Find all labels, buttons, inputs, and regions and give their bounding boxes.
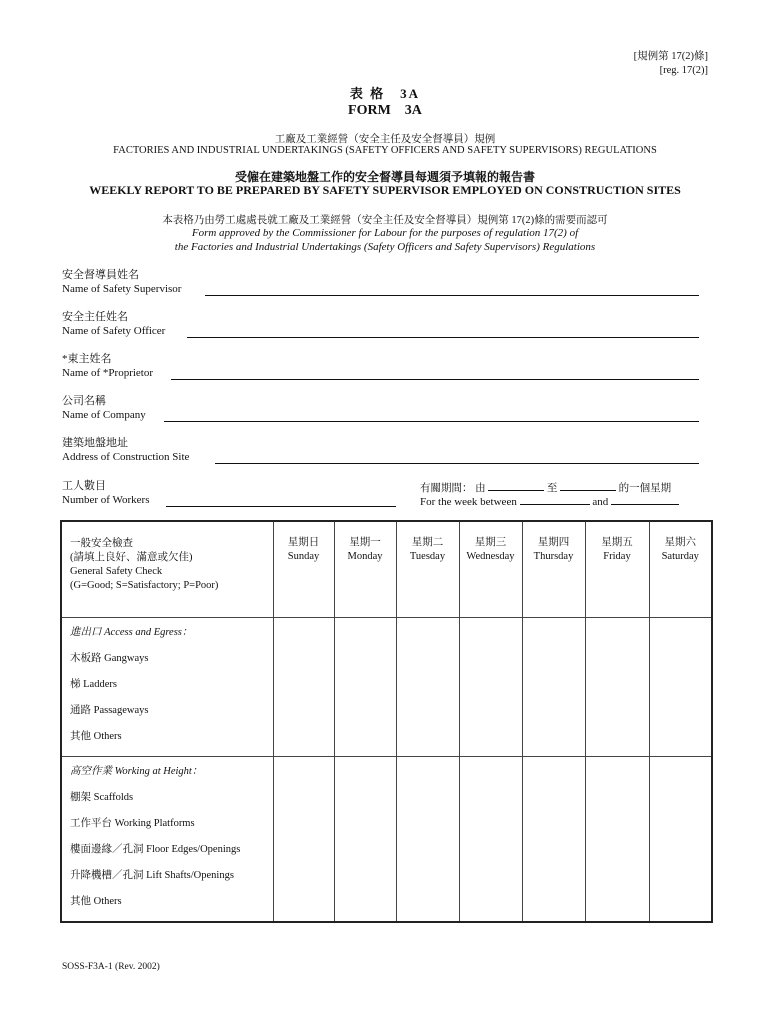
check-header-zh-2: (請填上良好、滿意或欠佳) (70, 552, 193, 563)
company-input-line[interactable] (164, 421, 699, 422)
check-cell[interactable] (649, 757, 712, 923)
approval-text-en-2: the Factories and Industrial Undertakings (Safety Officers and Safety Supervisors) Regulations (174, 241, 596, 253)
section-title: 高空作業 Working at Height： (70, 766, 203, 777)
check-cell[interactable] (459, 618, 522, 757)
week-mid-en: and (592, 496, 609, 508)
day-en: Tuesday (409, 551, 446, 562)
regulation-reference-zh: [規例第 17(2)條] (633, 51, 708, 62)
form-title-en: FORM 3A (348, 103, 422, 118)
workers-input-line[interactable] (166, 506, 396, 507)
check-cell[interactable] (585, 757, 649, 923)
day-en: Thursday (533, 551, 574, 562)
day-zh: 星期五 (601, 537, 633, 548)
field-site-address (62, 436, 189, 464)
day-en: Sunday (287, 551, 320, 562)
list-item: 其他 Others (70, 896, 122, 907)
check-cell[interactable] (396, 618, 459, 757)
check-cell[interactable] (459, 757, 522, 923)
list-item: 樓面邊緣／孔洞 Floor Edges/Openings (70, 844, 241, 855)
field-label-zh: 公司名稱 (62, 395, 106, 407)
day-header-monday (334, 521, 396, 618)
week-prefix-zh: 有關期間： 由 (420, 483, 486, 494)
day-zh: 星期二 (411, 537, 444, 548)
check-cell[interactable] (522, 757, 585, 923)
table-header-row (61, 521, 712, 618)
week-prefix-en: For the week between (420, 496, 517, 508)
list-item: 通路 Passageways (70, 705, 149, 716)
report-title-zh: 受僱在建築地盤工作的安全督導員每週須予填報的報告書 (234, 170, 535, 184)
day-header-thursday (522, 521, 585, 618)
week-suffix-zh: 的一個星期 (618, 483, 672, 494)
week-to-input-line[interactable] (611, 494, 679, 505)
field-label-en: Name of Company (62, 409, 146, 421)
day-en: Wednesday (466, 551, 515, 562)
day-en: Monday (347, 551, 383, 562)
check-cell[interactable] (396, 757, 459, 923)
approval-text-en-1: Form approved by the Commissioner for Labour for the purposes of regulation 17(2) of (191, 227, 579, 239)
field-label-zh: 建築地盤地址 (62, 437, 128, 449)
section-title: 進出口 Access and Egress： (70, 627, 193, 638)
day-zh: 星期一 (349, 537, 381, 548)
day-header-tuesday (396, 521, 459, 618)
regulation-title-zh: 工廠及工業經營（安全主任及安全督導員）規例 (274, 134, 496, 145)
day-header-sunday (273, 521, 334, 618)
list-item: 梯 Ladders (70, 679, 117, 690)
day-header-friday (585, 521, 649, 618)
form-title-zh: 表 格 3A (349, 86, 421, 101)
regulation-title-en: FACTORIES AND INDUSTRIAL UNDERTAKINGS (SAFETY OFFICERS AND SAFETY SUPERVISORS) REGULATIONS (113, 145, 657, 156)
field-label-en: Name of Safety Officer (62, 325, 166, 337)
section-access-egress (61, 618, 273, 757)
table-row-access-egress (61, 618, 712, 757)
check-cell[interactable] (522, 618, 585, 757)
safety-check-table (60, 520, 713, 923)
check-cell[interactable] (334, 618, 396, 757)
check-cell[interactable] (585, 618, 649, 757)
safety-supervisor-input-line[interactable] (205, 295, 699, 296)
day-en: Friday (603, 551, 631, 562)
field-proprietor (62, 352, 153, 380)
field-label-en: Address of Construction Site (62, 451, 190, 463)
regulation-reference (634, 50, 708, 78)
table-row-working-at-height (61, 757, 712, 923)
day-zh: 星期六 (664, 537, 696, 548)
day-zh: 星期日 (287, 537, 320, 548)
safety-officer-input-line[interactable] (187, 337, 699, 338)
day-en: Saturday (661, 551, 699, 562)
field-safety-officer (62, 310, 165, 338)
check-header-cell (61, 521, 273, 618)
day-header-wednesday (459, 521, 522, 618)
day-header-saturday (649, 521, 712, 618)
field-workers (62, 479, 150, 507)
regulation-reference-en: [reg. 17(2)] (659, 65, 708, 76)
day-zh: 星期四 (537, 537, 570, 548)
week-mid-zh: 至 (546, 483, 558, 494)
workers-label-zh: 工人數目 (62, 480, 106, 492)
check-header-en-2: (G=Good; S=Satisfactory; P=Poor) (70, 580, 219, 591)
field-label-zh: 安全督導員姓名 (62, 269, 139, 281)
check-cell[interactable] (334, 757, 396, 923)
list-item: 升降機槽／孔洞 Lift Shafts/Openings (70, 870, 234, 881)
day-zh: 星期三 (474, 537, 507, 548)
list-item: 工作平台 Working Platforms (70, 818, 195, 829)
report-title-en: WEEKLY REPORT TO BE PREPARED BY SAFETY SUPERVISOR EMPLOYED ON CONSTRUCTION SITES (89, 183, 681, 197)
check-cell[interactable] (273, 618, 334, 757)
list-item: 其他 Others (70, 731, 122, 742)
field-company (62, 394, 146, 422)
form-code-footer: SOSS-F3A-1 (Rev. 2002) (62, 962, 160, 972)
field-safety-supervisor (62, 268, 181, 296)
field-label-en: Name of *Proprietor (62, 367, 154, 379)
week-to-input-line-zh[interactable] (560, 480, 616, 491)
field-label-zh: *東主姓名 (62, 353, 112, 365)
item-list (62, 618, 273, 756)
check-cell[interactable] (273, 757, 334, 923)
proprietor-input-line[interactable] (171, 379, 699, 380)
list-item: 棚架 Scaffolds (70, 792, 134, 803)
item-list (62, 757, 273, 921)
workers-label-en: Number of Workers (62, 494, 150, 506)
list-item: 木板路 Gangways (70, 653, 149, 664)
week-from-input-line-zh[interactable] (488, 480, 544, 491)
field-label-zh: 安全主任姓名 (62, 311, 128, 323)
approval-text-zh: 本表格乃由勞工處處長就工廠及工業經營（安全主任及安全督導員）規例第 17(2)條的需要而認可 (162, 215, 608, 226)
week-from-input-line[interactable] (520, 494, 590, 505)
section-working-at-height (61, 757, 273, 923)
site-address-input-line[interactable] (215, 463, 699, 464)
check-cell[interactable] (649, 618, 712, 757)
check-header-en-1: General Safety Check (70, 566, 163, 577)
check-header-zh-1: 一般安全檢查 (70, 538, 133, 549)
week-period-en (420, 494, 715, 508)
field-label-en: Name of Safety Supervisor (62, 283, 182, 295)
